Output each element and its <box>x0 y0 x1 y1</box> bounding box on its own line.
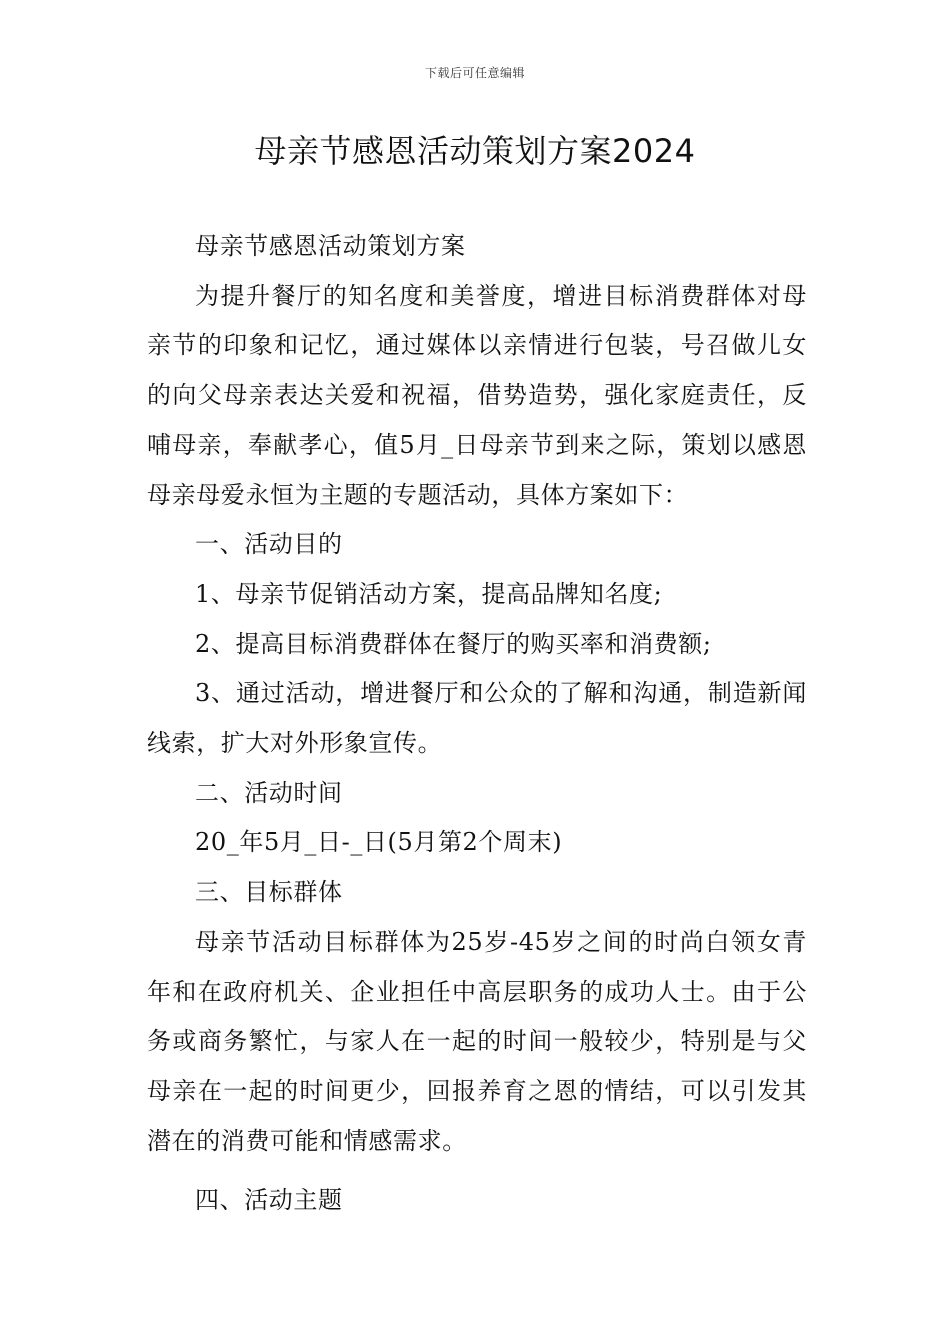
purpose-item-2: 2、提高目标消费群体在餐厅的购买率和消费额; <box>195 629 712 658</box>
header-note: 下载后可任意编辑 <box>424 66 525 80</box>
document-body <box>147 222 807 1226</box>
audience-paragraph: 母亲节活动目标群体为25岁-45岁之间的时尚白领女青年和在政府机关、企业担任中高层职务的成功人士。由于公务或商务繁忙，与家人在一起的时间一般较少，特别是与父母亲在一起的时间更少，回报养育之恩的情结，可以引发其潜在的消费可能和情感需求。 <box>147 927 807 1155</box>
time-paragraph: 20_年5月_日-_日(5月第2个周末) <box>195 828 563 857</box>
document-title: 母亲节感恩活动策划方案2024 <box>254 132 696 170</box>
section-heading-audience: 三、目标群体 <box>195 878 343 907</box>
section-heading-purpose: 一、活动目的 <box>195 530 343 559</box>
section-heading-time: 二、活动时间 <box>195 778 343 807</box>
intro-paragraph: 为提升餐厅的知名度和美誉度，增进目标消费群体对母亲节的印象和记忆，通过媒体以亲情进行包装，号召做儿女的向父母亲表达关爱和祝福，借势造势，强化家庭责任，反哺母亲，奉献孝心，值5月_日母亲节到来之际，策划以感恩母亲母爱永恒为主题的专题活动，具体方案如下： <box>147 281 807 509</box>
subtitle-paragraph: 母亲节感恩活动策划方案 <box>195 232 466 260</box>
purpose-item-3: 3、通过活动，增进餐厅和公众的了解和沟通，制造新闻线索，扩大对外形象宣传。 <box>147 679 807 758</box>
section-heading-theme: 四、活动主题 <box>195 1186 343 1215</box>
purpose-item-1: 1、母亲节促销活动方案，提高品牌知名度; <box>195 579 663 608</box>
